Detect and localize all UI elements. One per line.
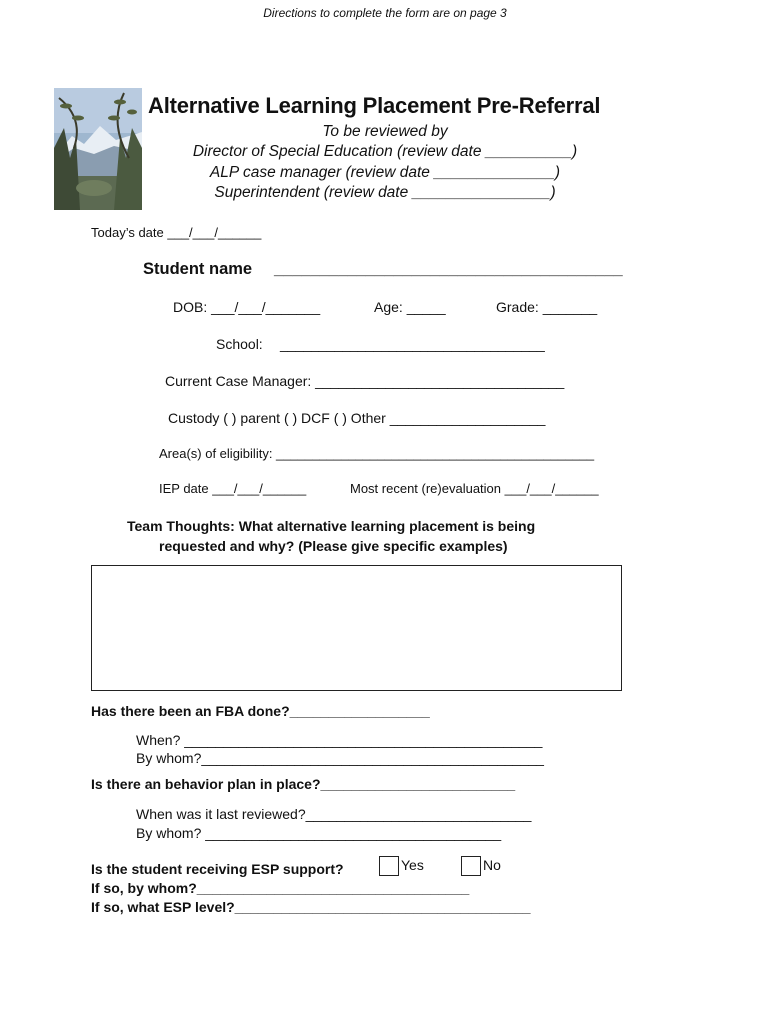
iep-date-field[interactable]: IEP date ___/___/______ — [159, 481, 307, 496]
school-field[interactable]: __________________________________ — [280, 336, 545, 352]
yes-label: Yes — [401, 857, 424, 873]
team-thoughts-answer-box[interactable] — [91, 565, 622, 691]
reevaluation-date-field[interactable]: Most recent (re)evaluation ___/___/______ — [350, 481, 599, 496]
fba-by-whom-field[interactable]: By whom?____________________________________________ — [136, 750, 544, 766]
no-checkbox[interactable] — [461, 856, 481, 876]
team-thoughts-line-1: Team Thoughts: What alternative learning placement is being — [127, 518, 536, 534]
student-name-label: Student name — [143, 260, 253, 278]
esp-by-whom-field[interactable]: If so, by whom?___________________________________ — [91, 880, 470, 896]
esp-yes-option[interactable] — [379, 853, 424, 877]
fba-question[interactable]: Has there been an FBA done?__________________ — [91, 703, 430, 719]
form-title: Alternative Learning Placement Pre-Referral — [148, 93, 601, 118]
yes-checkbox[interactable] — [379, 856, 399, 876]
age-field[interactable]: Age: _____ — [374, 299, 446, 315]
case-manager-field[interactable]: Current Case Manager: ________________________________ — [165, 373, 565, 389]
eligibility-field[interactable]: Area(s) of eligibility: ____________________________________________ — [159, 446, 595, 461]
review-heading: To be reviewed by — [322, 123, 448, 140]
behavior-plan-reviewed-field[interactable]: When was it last reviewed?_____________________________ — [136, 806, 532, 822]
mountain-photo — [54, 88, 142, 210]
behavior-plan-question[interactable]: Is there an behavior plan in place?_________________________ — [91, 776, 516, 792]
review-alp-manager: ALP case manager (review date ______________) — [209, 164, 561, 181]
esp-level-field[interactable]: If so, what ESP level?______________________________________ — [91, 899, 531, 915]
student-name-field[interactable]: ______________________________________ — [274, 260, 623, 278]
no-label: No — [483, 857, 501, 873]
directions-note: Directions to complete the form are on page 3 — [263, 6, 507, 20]
grade-field[interactable]: Grade: _______ — [496, 299, 598, 315]
school-label: School: — [216, 336, 263, 352]
review-superintendent: Superintendent (review date ________________) — [214, 184, 556, 201]
dob-field[interactable]: DOB: ___/___/_______ — [173, 299, 321, 315]
review-director: Director of Special Education (review date __________) — [192, 143, 578, 160]
behavior-plan-by-whom-field[interactable]: By whom? ______________________________________ — [136, 825, 502, 841]
custody-field[interactable]: Custody ( ) parent ( ) DCF ( ) Other ____________________ — [168, 410, 546, 426]
fba-when-field[interactable]: When? ______________________________________________ — [136, 732, 543, 748]
esp-question: Is the student receiving ESP support? — [91, 861, 344, 877]
team-thoughts-line-2: requested and why? (Please give specific examples) — [159, 538, 508, 554]
esp-no-option[interactable] — [461, 853, 501, 877]
todays-date-field[interactable]: Today’s date ___/___/______ — [91, 225, 262, 240]
